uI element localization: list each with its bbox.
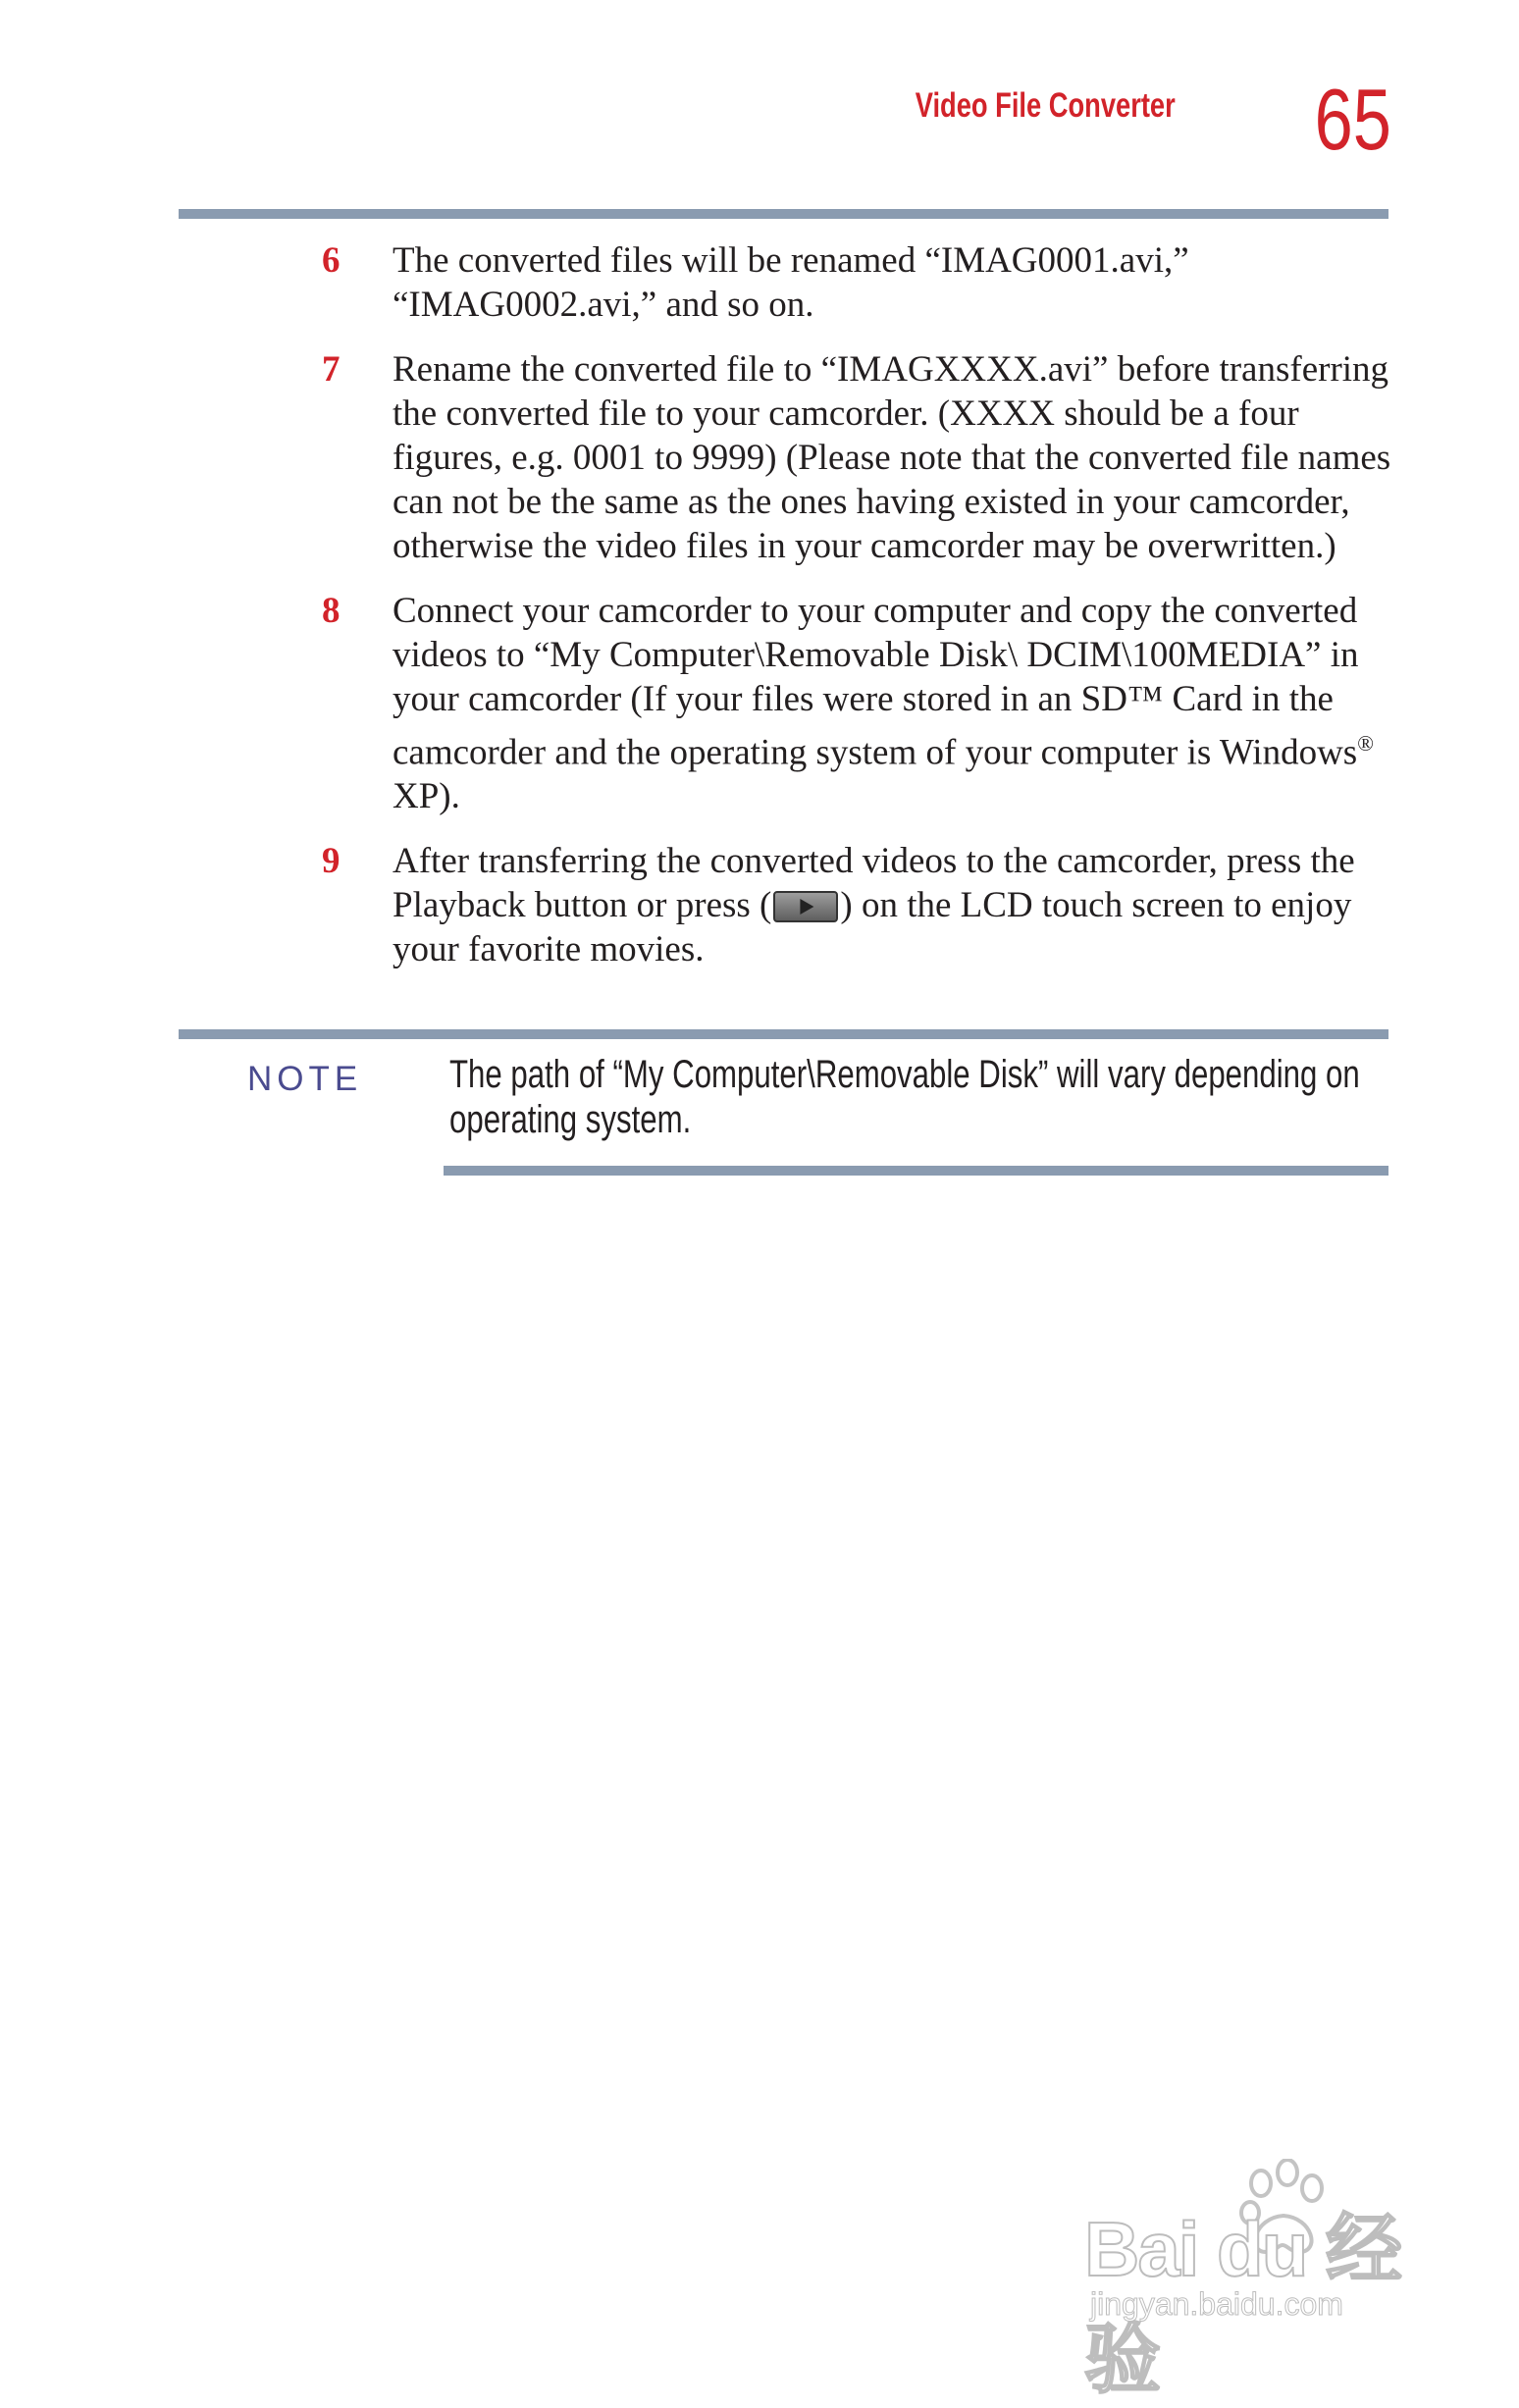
step-text: [393, 839, 1393, 971]
step-text-tail: ) on the LCD touch screen to enjoy your favorite movies.: [393, 885, 1352, 970]
note-label: NOTE: [247, 1060, 363, 1098]
step-number: 6: [322, 240, 340, 281]
step-item: [177, 238, 1393, 327]
step-item: [177, 589, 1393, 818]
watermark-logo-text: Bai du 经验: [1084, 2206, 1401, 2402]
step-text: The converted files will be renamed “IMAG0001.avi,” “IMAG0002.avi,” and so on.: [393, 240, 1189, 325]
step-item: [177, 347, 1393, 568]
header-section-title: Video File Converter: [916, 86, 1176, 125]
note-bottom-rule: [444, 1166, 1388, 1176]
step-number: 8: [322, 591, 340, 631]
note-text: The path of “My Computer\Removable Disk” will vary depending on operating system.: [449, 1053, 1360, 1141]
watermark-url: jingyan.baidu.com: [1090, 2286, 1343, 2322]
step-item: [177, 839, 1393, 971]
baidu-watermark: [1084, 2159, 1457, 2402]
top-rule: [179, 209, 1388, 219]
step-text-main: After transferring the converted videos to the camcorder, press the Playback button or press (: [393, 841, 1355, 926]
step-number: 9: [322, 841, 340, 882]
note-top-rule: [179, 1029, 1388, 1039]
step-text: [393, 589, 1393, 818]
step-number: 7: [322, 349, 340, 390]
steps-list: [177, 238, 1393, 992]
step-text-main: Connect your camcorder to your computer and copy the converted videos to “My Computer\Removable Disk\ DCIM\100MEDIA” in your camcorder (If your files were stored in an SD™ Card in the camcorder and the operating system of your computer is Windows: [393, 591, 1359, 773]
page-number: 65: [1314, 71, 1391, 168]
play-button-icon: [773, 891, 838, 922]
registered-mark: ®: [1357, 731, 1374, 756]
step-text-tail: XP).: [393, 776, 460, 817]
step-text: Rename the converted file to “IMAGXXXX.avi” before transferring the converted file to your camcorder. (XXXX should be a four figures, e.g. 0001 to 9999) (Please note that the converted file names can not be the same as the ones having existed in your camcorder, otherwise the video files in your camcorder may be overwritten.): [393, 349, 1391, 566]
